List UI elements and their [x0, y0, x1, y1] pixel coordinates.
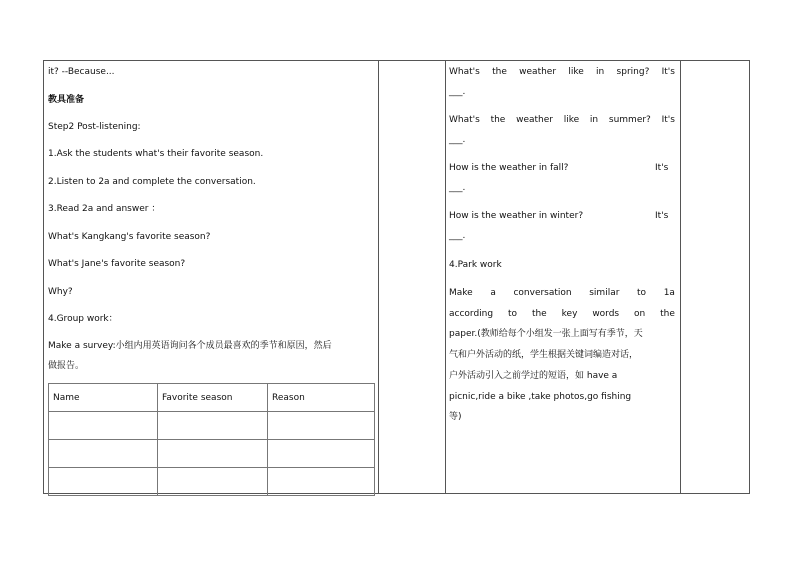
instruction-line: paper.(教师给每个小组发一张上面写有季节，天 — [449, 329, 643, 339]
question: Why? — [48, 287, 73, 297]
word: conversation — [513, 288, 572, 298]
step-title: Step2 Post-listening: — [48, 122, 141, 132]
word: in — [596, 67, 605, 77]
word: weather — [519, 67, 557, 77]
list-item: 3.Read 2a and answer ： — [48, 204, 161, 214]
question: What's Jane's favorite season? — [48, 259, 186, 269]
question: What's Kangkang's favorite season? — [48, 232, 211, 242]
word: to — [637, 288, 647, 298]
table-cell — [158, 468, 268, 496]
survey-instruction: 做报告。 — [48, 361, 85, 371]
table-cell — [268, 440, 375, 468]
instruction-line: 户外活动引入之前学过的短语，如 have a — [449, 371, 618, 381]
weather-question: How is the weather in fall? — [449, 163, 569, 173]
word: spring? — [616, 67, 650, 77]
word: It's — [661, 115, 675, 125]
word: to — [508, 309, 518, 319]
column-divider — [680, 60, 681, 494]
column-divider — [445, 60, 446, 494]
text-line: it? --Because... — [48, 67, 115, 77]
table-cell — [49, 412, 158, 440]
word: key — [561, 309, 578, 319]
table-cell — [49, 468, 158, 496]
word: weather — [516, 115, 553, 125]
table-row — [49, 412, 375, 440]
table-row — [49, 440, 375, 468]
table-cell — [268, 412, 375, 440]
weather-question — [449, 66, 675, 78]
table-cell — [268, 468, 375, 496]
answer-blank: ___. — [449, 87, 466, 97]
instruction-line: 气和户外活动的纸，学生根据关键词编造对话， — [449, 350, 639, 360]
weather-answer-prefix: It's — [655, 163, 669, 173]
word: the — [531, 309, 547, 319]
weather-question — [449, 114, 675, 126]
word: the — [660, 309, 675, 319]
word: words — [592, 309, 620, 319]
table-header-row — [49, 384, 375, 412]
table-cell — [158, 412, 268, 440]
column-header: Reason — [268, 384, 375, 412]
word: What's — [449, 115, 480, 125]
word: the — [492, 67, 507, 77]
word: What's — [449, 67, 480, 77]
weather-answer-prefix: It's — [655, 211, 669, 221]
answer-blank: ___. — [449, 231, 466, 241]
column-header: Favorite season — [158, 384, 268, 412]
word: like — [563, 115, 580, 125]
section-heading: 教具准备 — [48, 95, 85, 105]
word: like — [568, 67, 584, 77]
answer-blank: ___. — [449, 183, 466, 193]
column-header: Name — [49, 384, 158, 412]
list-item: 2.Listen to 2a and complete the conversation. — [48, 177, 256, 187]
word: on — [634, 309, 646, 319]
weather-question: How is the weather in winter? — [449, 211, 584, 221]
instruction-line: picnic,ride a bike ,take photos,go fishing — [449, 392, 632, 402]
word: 1a — [663, 288, 675, 298]
word: similar — [589, 288, 620, 298]
word: the — [490, 115, 506, 125]
table-cell — [49, 440, 158, 468]
pair-work-title: 4.Park work — [449, 260, 502, 270]
answer-blank: ___. — [449, 135, 466, 145]
list-item: 1.Ask the students what's their favorite season. — [48, 149, 264, 159]
list-item: 4.Group work： — [48, 314, 118, 324]
instruction-line — [449, 287, 675, 299]
word: a — [490, 288, 496, 298]
table-row — [49, 468, 375, 496]
instruction-line: 等) — [449, 412, 462, 422]
column-divider — [378, 60, 379, 494]
survey-table — [48, 383, 375, 496]
word: in — [589, 115, 599, 125]
instruction-line — [449, 308, 675, 320]
word: summer? — [608, 115, 651, 125]
survey-instruction: Make a survey:小组内用英语询问各个成员最喜欢的季节和原因，然后 — [48, 341, 332, 351]
table-cell — [158, 440, 268, 468]
word: according — [449, 309, 494, 319]
word: Make — [449, 288, 473, 298]
word: It's — [661, 67, 675, 77]
